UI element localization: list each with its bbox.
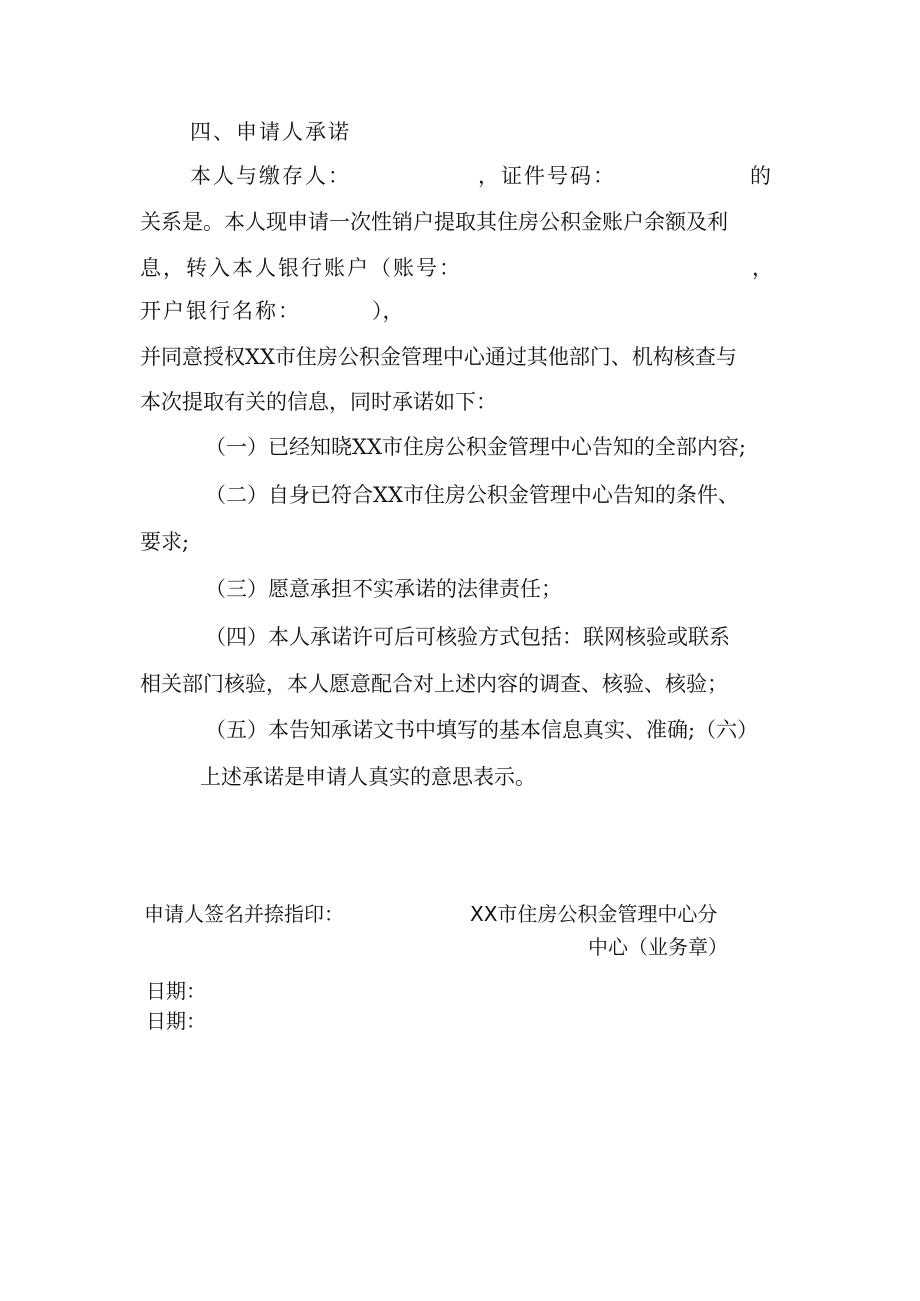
applicant-signature-label: 申请人签名并捺指印： xyxy=(144,902,344,926)
commitment-item5: （五）本告知承诺文书中填写的基本信息真实、准确;（六） xyxy=(205,718,759,742)
commitment-item6: 上述承诺是申请人真实的意思表示。 xyxy=(200,765,536,789)
commitment-item4-line2: 相关部门核验，本人愿意配合对上述内容的调查、核验、核验； xyxy=(140,672,728,696)
pledge-line1-mid: ，证件号码： xyxy=(478,164,616,188)
pledge-line3-prefix: 息，转入本人银行账户（账号： xyxy=(140,256,462,280)
pledge-line6: 本次提取有关的信息，同时承诺如下： xyxy=(140,390,497,414)
commitment-item1: （一）已经知晓XX市住房公积金管理中心告知的全部内容; xyxy=(205,435,746,459)
center-name-line1: XX市住房公积金管理中心分 xyxy=(470,902,718,926)
date-label-2: 日期： xyxy=(146,1009,206,1033)
section-heading: 四、申请人承诺 xyxy=(190,120,351,144)
pledge-line1-prefix: 本人与缴存人： xyxy=(190,164,351,188)
commitment-item3: （三）愿意承担不实承诺的法律责任； xyxy=(205,577,562,601)
commitment-item2-line1: （二）自身已符合XX市住房公积金管理中心告知的条件、 xyxy=(205,483,739,507)
pledge-line2: 关系是。本人现申请一次性销户提取其住房公积金账户余额及利 xyxy=(140,210,728,234)
pledge-line1-suffix: 的 xyxy=(750,164,771,188)
pledge-line4-prefix: 开户银行名称： xyxy=(140,299,301,323)
commitment-item4-line1: （四）本人承诺许可后可核验方式包括：联网核验或联系 xyxy=(205,625,730,649)
center-name-line2: 中心（业务章） xyxy=(588,935,728,959)
commitment-item2-line2: 要求; xyxy=(140,530,190,554)
pledge-line3-suffix: ， xyxy=(752,256,773,280)
date-label-1: 日期： xyxy=(146,979,206,1003)
pledge-line5: 并同意授权XX市住房公积金管理中心通过其他部门、机构核查与 xyxy=(140,345,737,369)
pledge-line4-suffix: ）， xyxy=(372,299,404,323)
